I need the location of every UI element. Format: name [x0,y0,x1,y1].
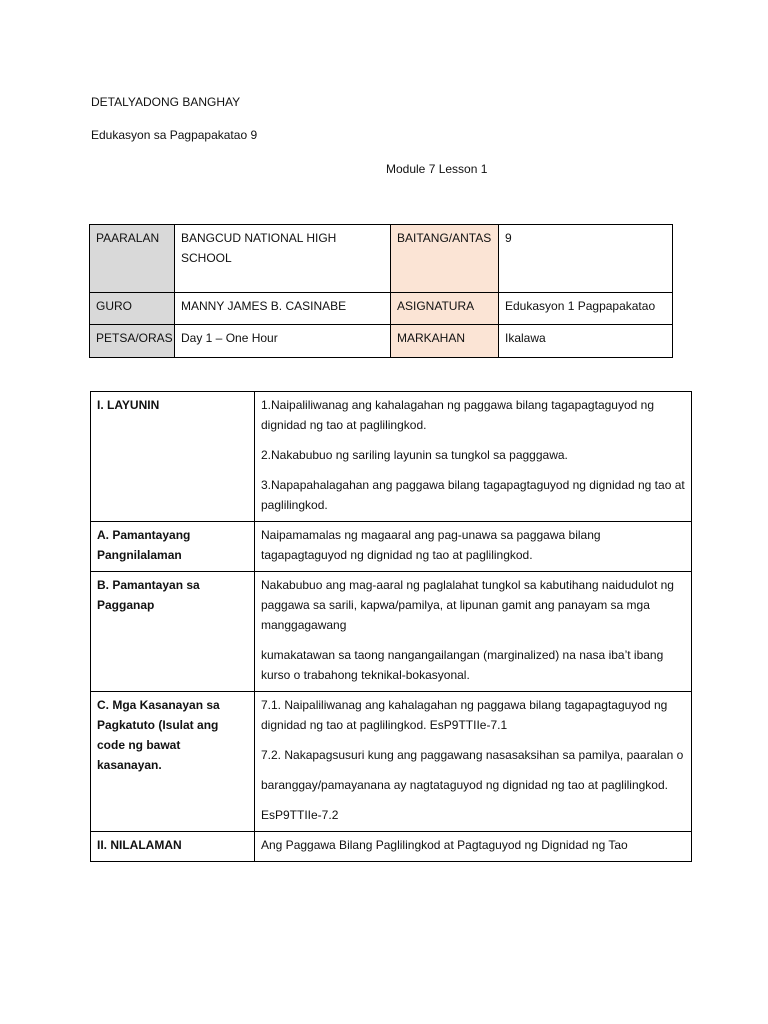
baitang-label: BAITANG/ANTAS [391,225,499,293]
layunin-item: 2.Nakabubuo ng sariling layunin sa tungkol sa pagggawa. [261,448,568,462]
guro-label: GURO [90,293,175,325]
pamantayan-sa-pagganap-item: Nakabubuo ang mag-aaral ng paglalahat tungkol sa kabutihang naidudulot ng paggawa sa sarili, kapwa/pamilya, at lipunan gamit ang panayam sa mga manggagawang [261,578,674,632]
info-row-paaralan [90,225,673,293]
kasanayan-item: baranggay/pamayanana ay nagtataguyod ng dignidad ng tao at paglilingkod. [261,778,668,792]
layunin-item: 3.Napapahalagahan ang paggawa bilang tagapagtaguyod ng dignidad ng tao at paglilingkod. [261,478,685,512]
lesson-row-nilalaman [91,832,692,862]
lesson-row-pamantayan-sa-pagganap [91,572,692,692]
pamantayang-pangnilalaman-label: A. Pamantayang Pangnilalaman [91,522,255,572]
paaralan-label: PAARALAN [90,225,175,293]
kasanayan-item: 7.1. Naipaliliwanag ang kahalagahan ng paggawa bilang tagapagtaguyod ng dignidad ng tao at paglilingkod. EsP9TTIIe-7.1 [261,698,668,732]
pamantayan-sa-pagganap-label: B. Pamantayan sa Pagganap [91,572,255,692]
petsa-label: PETSA/ORAS [90,325,175,358]
markahan-value: Ikalawa [499,325,673,358]
asignatura-label: ASIGNATURA [391,293,499,325]
lesson-plan-table [90,391,692,862]
school-info-table [89,224,673,358]
document-subject: Edukasyon sa Pagpapakatao 9 [91,128,258,142]
document-module: Module 7 Lesson 1 [386,162,488,176]
kasanayan-content [255,692,692,832]
paaralan-value: BANGCUD NATIONAL HIGH SCHOOL [175,225,391,293]
pamantayang-pangnilalaman-content [255,522,692,572]
pamantayan-sa-pagganap-item: kumakatawan sa taong nangangailangan (marginalized) na nasa iba’t ibang kurso o trabahong teknikal-bokasyonal. [261,648,664,682]
kasanayan-item: EsP9TTIIe-7.2 [261,808,339,822]
lesson-row-kasanayan [91,692,692,832]
markahan-label: MARKAHAN [391,325,499,358]
guro-value: MANNY JAMES B. CASINABE [175,293,391,325]
info-row-petsa [90,325,673,358]
lesson-row-pamantayang-pangnilalaman [91,522,692,572]
baitang-value: 9 [499,225,673,293]
nilalaman-content [255,832,692,862]
document-title: DETALYADONG BANGHAY [91,95,241,109]
lesson-row-layunin [91,392,692,522]
layunin-label: I. LAYUNIN [91,392,255,522]
pamantayan-sa-pagganap-content [255,572,692,692]
layunin-item: 1.Naipaliliwanag ang kahalagahan ng paggawa bilang tagapagtaguyod ng dignidad ng tao at paglilingkod. [261,398,654,432]
kasanayan-item: 7.2. Nakapagsusuri kung ang paggawang nasasaksihan sa pamilya, paaralan o [261,748,684,762]
nilalaman-text: Ang Paggawa Bilang Paglilingkod at Pagtaguyod ng Dignidad ng Tao [261,838,628,852]
petsa-value: Day 1 – One Hour [175,325,391,358]
asignatura-value: Edukasyon 1 Pagpapakatao [499,293,673,325]
info-row-guro [90,293,673,325]
kasanayan-label: C. Mga Kasanayan sa Pagkatuto (Isulat ang code ng bawat kasanayan. [91,692,255,832]
pamantayang-pangnilalaman-text: Naipamamalas ng magaaral ang pag-unawa sa paggawa bilang tagapagtaguyod ng dignidad ng tao at paglilingkod. [261,528,601,562]
nilalaman-label: II. NILALAMAN [91,832,255,862]
layunin-content [255,392,692,522]
